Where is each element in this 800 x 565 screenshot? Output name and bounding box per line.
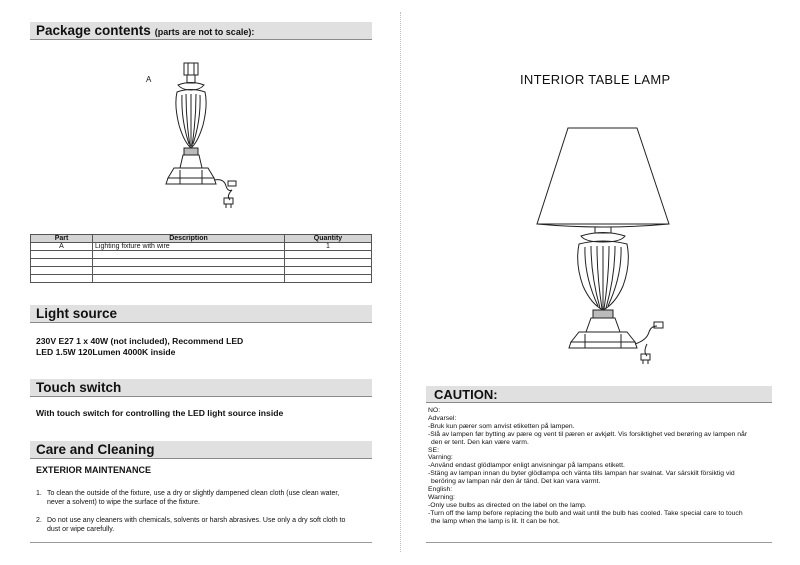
caution-line: -Använd endast glödlampor enligt anvisningar på lampans etikett. — [428, 462, 625, 470]
table-row — [31, 267, 372, 275]
caution-line: Advarsel: — [428, 414, 457, 422]
parts-table-header: Description — [93, 235, 285, 243]
caution-text-block — [428, 407, 774, 526]
list-item-number: 2. — [36, 517, 42, 524]
table-cell — [93, 251, 285, 259]
parts-table-header-row — [31, 235, 372, 243]
list-item — [36, 516, 376, 534]
product-title: INTERIOR TABLE LAMP — [520, 72, 671, 87]
caution-line: the lamp when the lamp is lit. It can be hot. — [431, 517, 560, 525]
lamp-base-illustration-icon — [150, 60, 250, 210]
touch-switch-text: With touch switch for controlling the LED light source inside — [36, 408, 284, 418]
table-cell — [31, 259, 93, 267]
table-row — [31, 259, 372, 267]
package-contents-header — [30, 22, 372, 40]
caution-line: Varning: — [428, 454, 453, 462]
parts-table-header: Quantity — [285, 235, 372, 243]
light-source-title: Light source — [36, 306, 118, 321]
figure-label-a: A — [146, 75, 152, 84]
care-cleaning-header — [30, 441, 372, 459]
list-item — [36, 489, 376, 507]
caution-line: den er tent. Den kan være varm. — [431, 438, 529, 446]
list-item-text: dust or wipe carefully. — [47, 526, 115, 533]
caution-line: Warning: — [428, 493, 455, 501]
light-source-text — [36, 336, 243, 358]
caution-line: -Slå av lampen før bytting av pære og vent til pæren er avkjølt. Vis forsiktighet ved berøring av lampen når — [428, 430, 748, 438]
table-cell: Lighting fixture with wire — [93, 243, 285, 251]
caution-line: -Only use bulbs as directed on the label on the lamp. — [428, 501, 587, 509]
table-cell — [285, 251, 372, 259]
caution-line: NO: — [428, 407, 441, 414]
table-lamp-illustration-icon — [535, 126, 685, 366]
package-contents-title: Package contents — [36, 23, 151, 38]
right-page-bottom-rule — [426, 542, 772, 543]
caution-title: CAUTION: — [434, 387, 498, 402]
table-cell: A — [31, 243, 93, 251]
table-row — [31, 251, 372, 259]
table-cell — [31, 251, 93, 259]
caution-line: -Turn off the lamp before replacing the bulb and wait until the bulb has cooled. Take special care to touch — [428, 509, 743, 517]
table-cell — [93, 267, 285, 275]
caution-header — [426, 386, 772, 403]
list-item-number: 1. — [36, 490, 42, 497]
table-cell — [285, 259, 372, 267]
caution-line: SE: — [428, 446, 439, 454]
table-row — [31, 243, 372, 251]
touch-switch-title: Touch switch — [36, 380, 122, 395]
table-cell: 1 — [285, 243, 372, 251]
table-cell — [285, 275, 372, 283]
table-cell — [31, 275, 93, 283]
table-row — [31, 275, 372, 283]
light-source-header — [30, 305, 372, 323]
light-source-line: LED 1.5W 120Lumen 4000K inside — [36, 347, 176, 357]
table-cell — [285, 267, 372, 275]
touch-switch-header — [30, 379, 372, 397]
exterior-maintenance-title: EXTERIOR MAINTENANCE — [36, 465, 152, 475]
table-cell — [93, 275, 285, 283]
caution-line: beröring av lampan när den är tänd. Det kan vara varmt. — [431, 478, 601, 486]
caution-line: -Bruk kun pærer som anvist etiketten på lampen. — [428, 422, 575, 430]
package-contents-note: (parts are not to scale): — [154, 27, 255, 37]
parts-table-header: Part — [31, 235, 93, 243]
care-cleaning-title: Care and Cleaning — [36, 442, 155, 457]
parts-table — [30, 234, 372, 283]
caution-line: English: — [428, 486, 453, 494]
caution-line: -Stäng av lampan innan du byter glödlampa och vänta tills lampan har svalnat. Var särskilt försiktig vid — [428, 470, 735, 478]
page-fold-line — [400, 12, 401, 552]
list-item-text: Do not use any cleaners with chemicals, solvents or harsh abrasives. Use only a dry soft cloth to — [47, 517, 346, 524]
table-cell — [31, 267, 93, 275]
list-item-text: never a solvent) to wipe the surface of the fixture. — [47, 499, 200, 506]
light-source-line: 230V E27 1 x 40W (not included), Recommend LED — [36, 336, 244, 346]
list-item-text: To clean the outside of the fixture, use a dry or slightly dampened clean cloth (use clean water, — [47, 490, 340, 497]
table-cell — [93, 259, 285, 267]
left-page-bottom-rule — [30, 542, 372, 543]
